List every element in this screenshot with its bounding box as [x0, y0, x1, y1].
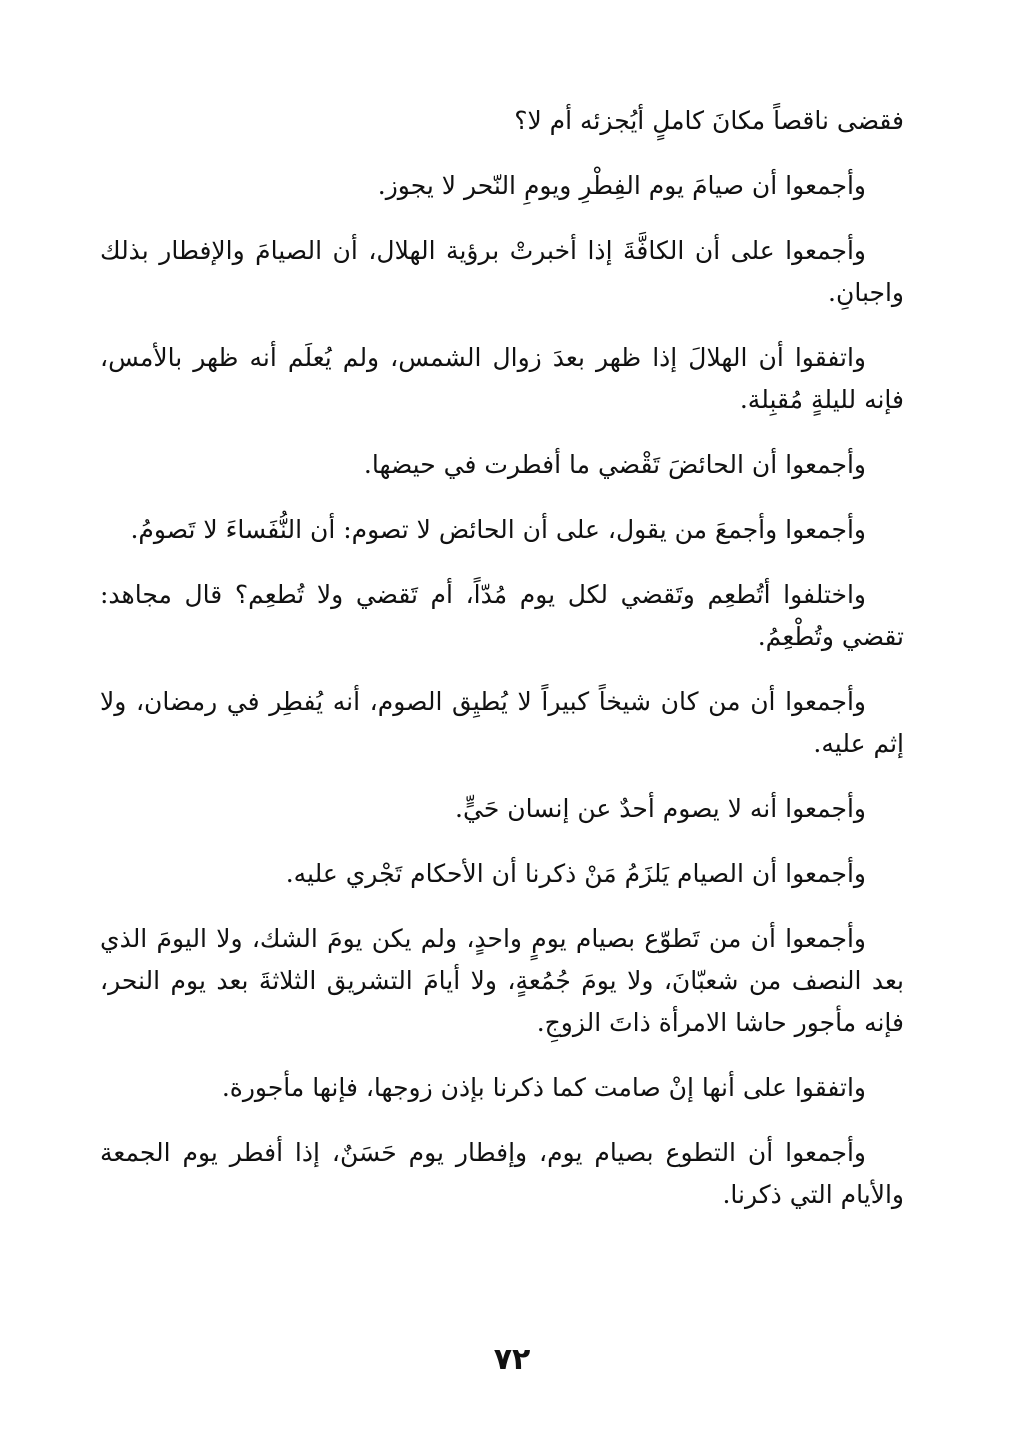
- paragraph-13: وأجمعوا أن التطوع بصيام يوم، وإفطار يوم حَسَنٌ، إذا أفطر يوم الجمعة والأيام التي ذكرنا.: [100, 1138, 904, 1209]
- paragraph-3: وأجمعوا على أن الكافَّةَ إذا أخبرتْ برؤية الهلال، أن الصيامَ والإفطار بذلك واجبانِ.: [100, 236, 904, 307]
- paragraph-5: وأجمعوا أن الحائضَ تَقْضي ما أفطرت في حيضها.: [363, 450, 866, 479]
- paragraph-6: وأجمعوا وأجمعَ من يقول، على أن الحائض لا تصوم: أن النُّفَساءَ لا تَصومُ.: [130, 515, 866, 544]
- page-number: ٧٢: [493, 1342, 531, 1377]
- body-text: [100, 100, 904, 1239]
- paragraph-10: وأجمعوا أن الصيام يَلزَمُ مَنْ ذكرنا أن الأحكام تَجْري عليه.: [285, 859, 866, 888]
- paragraph-8: وأجمعوا أن من كان شيخاً كبيراً لا يُطيِق الصوم، أنه يُفطِر في رمضان، ولا إثم عليه.: [100, 687, 904, 758]
- paragraph-9: وأجمعوا أنه لا يصوم أحدٌ عن إنسان حَيٍّ.: [455, 794, 866, 823]
- paragraph-1: فقضى ناقصاً مكانَ كاملٍ أيُجزئه أم لا؟: [514, 106, 904, 135]
- paragraph-12: واتفقوا على أنها إنْ صامت كما ذكرنا بإذن زوجها، فإنها مأجورة.: [221, 1073, 866, 1102]
- paragraph-7: واختلفوا أتُطعِم وتَقضي لكل يوم مُدّاً، أم تَقضي ولا تُطعِم؟ قال مجاهد: تقضي وتُطْعِمُ.: [100, 580, 904, 651]
- paragraph-2: وأجمعوا أن صيامَ يوم الفِطْرِ ويومِ النّحر لا يجوز.: [377, 171, 866, 200]
- paragraph-4: واتفقوا أن الهلالَ إذا ظهر بعدَ زوال الشمس، ولم يُعلَم أنه ظهر بالأمس، فإنه لليلةٍ مُقبِلة.: [100, 343, 904, 414]
- paragraph-11: وأجمعوا أن من تَطوّع بصيام يومٍ واحدٍ، ولم يكن يومَ الشك، ولا اليومَ الذي بعد النصف من شعبّانَ، ولا يومَ جُمُعةٍ، ولا أيامَ التشريق الثلاثةَ بعد يوم النحر، فإنه مأجور حاشا الامرأة ذاتَ الزوجِ.: [100, 924, 904, 1037]
